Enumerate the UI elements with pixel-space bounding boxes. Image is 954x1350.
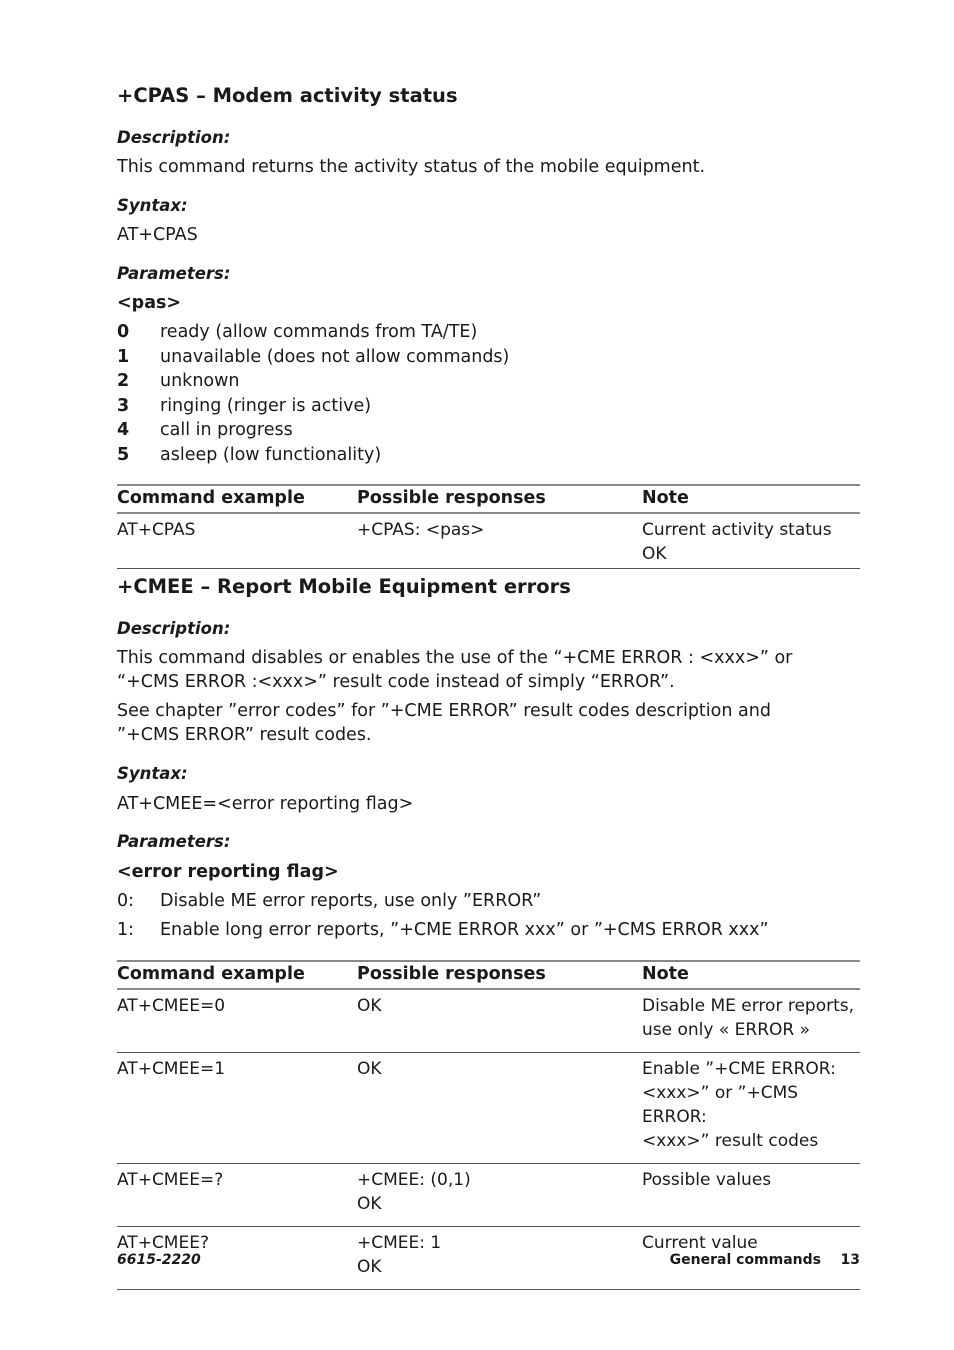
param-description: Enable long error reports, ”+CME ERROR xxx” or ”+CMS ERROR xxx”: [160, 920, 769, 940]
footer-section: General commands: [669, 1252, 822, 1268]
cell-line: OK: [357, 996, 382, 1016]
syntax-text: AT+CPAS: [117, 225, 198, 245]
syntax-text: AT+CMEE=<error reporting flag>: [117, 794, 414, 814]
description-heading: Description:: [117, 619, 231, 638]
page-footer-right: [670, 1252, 860, 1268]
cell-line: Possible values: [642, 1170, 772, 1190]
table-header-row: [117, 485, 860, 513]
cell-line: +CMEE: 1: [357, 1233, 442, 1253]
section-title-cpas: +CPAS – Modem activity status: [117, 84, 458, 107]
table-cell: [117, 1053, 357, 1164]
cell-line: Disable ME error reports,: [642, 996, 855, 1016]
table-cell: [642, 1053, 860, 1164]
cell-line: use only « ERROR »: [642, 1020, 811, 1040]
command-table-cpas: [117, 484, 860, 569]
syntax-heading: Syntax:: [117, 196, 188, 215]
description-text: ”+CMS ERROR” result codes.: [117, 725, 372, 745]
table-cell: [117, 989, 357, 1053]
column-header: Possible responses: [357, 485, 642, 513]
param-description: ready (allow commands from TA/TE): [160, 322, 478, 342]
cell-line: Current value: [642, 1233, 758, 1253]
description-text: “+CMS ERROR :<xxx>” result code instead of simply “ERROR”.: [117, 672, 675, 692]
param-description: ringing (ringer is active): [160, 395, 372, 416]
param-value: 1:: [117, 920, 135, 940]
param-description: asleep (low functionality): [160, 444, 382, 465]
section-title-cmee: +CMEE – Report Mobile Equipment errors: [117, 575, 571, 598]
table-cell: [117, 1164, 357, 1227]
table-cell: [642, 1164, 860, 1227]
param-description: unavailable (does not allow commands): [160, 346, 510, 367]
cell-line: AT+CMEE?: [117, 1233, 209, 1253]
table-cell: AT+CPAS: [117, 513, 357, 569]
parameter-name: <pas>: [117, 293, 182, 313]
cell-line: AT+CMEE=1: [117, 1059, 226, 1079]
param-value: 5: [117, 444, 130, 465]
parameter-name: <error reporting flag>: [117, 862, 339, 882]
document-number: 6615-2220: [117, 1252, 201, 1268]
cell-line: AT+CMEE=0: [117, 996, 226, 1016]
table-cell: [642, 989, 860, 1053]
cell-line: OK: [357, 1257, 382, 1277]
table-row: [117, 513, 860, 569]
parameters-heading: Parameters:: [117, 264, 231, 283]
page-number: 13: [840, 1252, 860, 1268]
table-cell: [357, 1053, 642, 1164]
cell-line: <xxx>” result codes: [642, 1131, 819, 1151]
param-value: 4: [117, 420, 130, 440]
cell-line: +CMEE: (0,1): [357, 1170, 471, 1190]
param-value: 1: [117, 346, 130, 367]
cell-line: Enable ”+CME ERROR:: [642, 1059, 836, 1079]
description-text: This command disables or enables the use of the “+CME ERROR : <xxx>” or: [117, 648, 793, 668]
table-row: [117, 1164, 860, 1227]
parameters-heading: Parameters:: [117, 832, 231, 851]
table-row: [117, 989, 860, 1053]
table-row: [117, 1053, 860, 1164]
table-cell: [357, 1227, 642, 1290]
table-cell: [357, 989, 642, 1053]
table-cell: [357, 1164, 642, 1227]
column-header: Note: [642, 961, 860, 989]
param-value: 0:: [117, 891, 135, 911]
column-header: Possible responses: [357, 961, 642, 989]
param-description: call in progress: [160, 420, 293, 440]
param-description: unknown: [160, 371, 240, 391]
cell-line: OK: [357, 1194, 382, 1214]
column-header: Command example: [117, 485, 357, 513]
param-value: 0: [117, 322, 130, 342]
cell-line: <xxx>” or ”+CMS ERROR:: [642, 1083, 799, 1127]
cell-line: AT+CMEE=?: [117, 1170, 224, 1190]
command-table-cmee: [117, 960, 860, 1290]
column-header: Command example: [117, 961, 357, 989]
cell-line: OK: [357, 1059, 382, 1079]
column-header: Note: [642, 485, 860, 513]
table-header-row: [117, 961, 860, 989]
syntax-heading: Syntax:: [117, 764, 188, 783]
description-text: This command returns the activity status of the mobile equipment.: [117, 157, 706, 177]
param-description: Disable ME error reports, use only ”ERROR”: [160, 891, 542, 911]
description-heading: Description:: [117, 128, 231, 147]
description-text: See chapter ”error codes” for ”+CME ERROR” result codes description and: [117, 701, 771, 721]
param-value: 2: [117, 371, 130, 391]
table-cell: +CPAS: <pas>: [357, 513, 642, 569]
param-value: 3: [117, 395, 130, 416]
table-cell: Current activity status OK: [642, 513, 860, 569]
